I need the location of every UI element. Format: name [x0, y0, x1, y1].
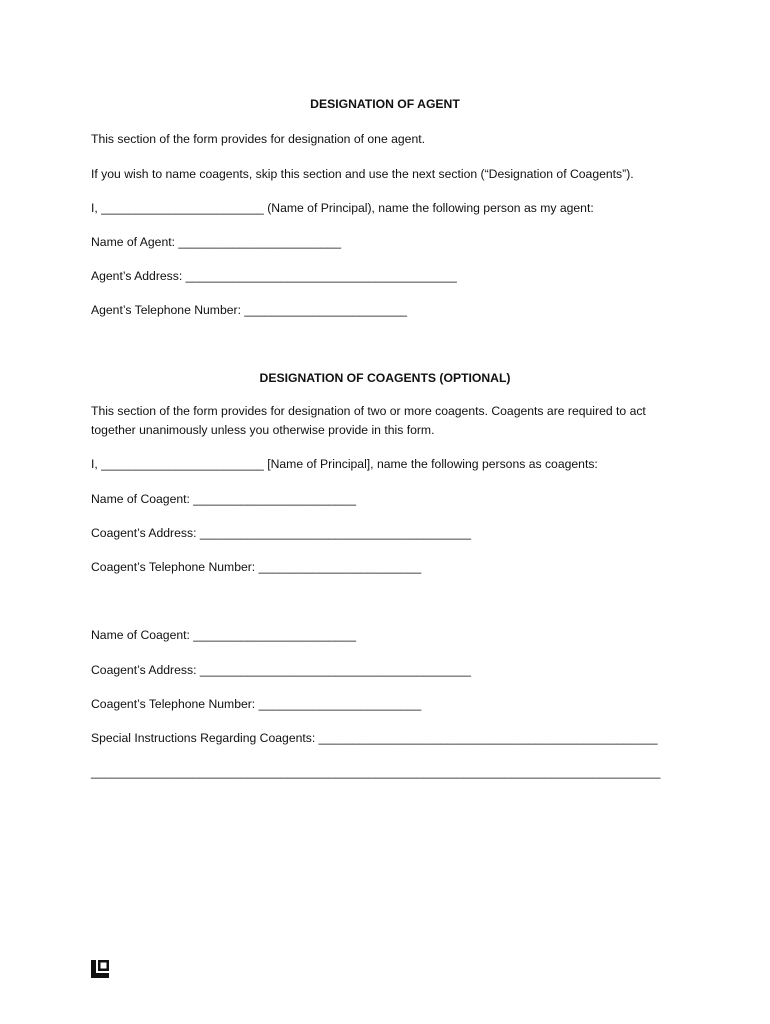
coagent-2-name-field: Name of Coagent: ________________________ — [91, 628, 356, 642]
agent-section-intro: This section of the form provides for designation of one agent. — [91, 132, 425, 146]
brand-logo-icon — [91, 960, 109, 978]
coagent-1-address-field: Coagent’s Address: ________________________________________ — [91, 526, 471, 540]
coagent-1-name-field: Name of Coagent: ________________________ — [91, 492, 356, 506]
coagents-section-intro: This section of the form provides for designation of two or more coagents. Coagents are required to act together unanimously unless you otherwise provide in this form. — [91, 404, 646, 437]
designation-of-coagents-title: DESIGNATION OF COAGENTS (OPTIONAL) — [259, 371, 511, 385]
principal-name-line: I, ________________________ (Name of Principal), name the following person as my agent: — [91, 201, 594, 215]
coagent-2-address-field: Coagent’s Address: ________________________________________ — [91, 663, 471, 677]
special-instructions-extra-line: ____________________________________________________________________________________ — [91, 765, 661, 779]
coagent-2-phone-field: Coagent’s Telephone Number: ________________________ — [91, 697, 422, 711]
coagent-skip-note: If you wish to name coagents, skip this section and use the next section (“Designation of Coagents”). — [91, 167, 634, 181]
agent-address-field: Agent’s Address: ________________________________________ — [91, 269, 457, 283]
coagents-principal-name-line: I, ________________________ [Name of Principal], name the following persons as coagents: — [91, 457, 598, 471]
designation-of-agent-title: DESIGNATION OF AGENT — [310, 97, 460, 111]
coagent-1-phone-field: Coagent’s Telephone Number: ________________________ — [91, 560, 422, 574]
special-instructions-field: Special Instructions Regarding Coagents: __________________________________________________ — [91, 731, 658, 745]
agent-phone-field: Agent’s Telephone Number: ________________________ — [91, 303, 408, 317]
agent-name-field: Name of Agent: ________________________ — [91, 235, 342, 249]
